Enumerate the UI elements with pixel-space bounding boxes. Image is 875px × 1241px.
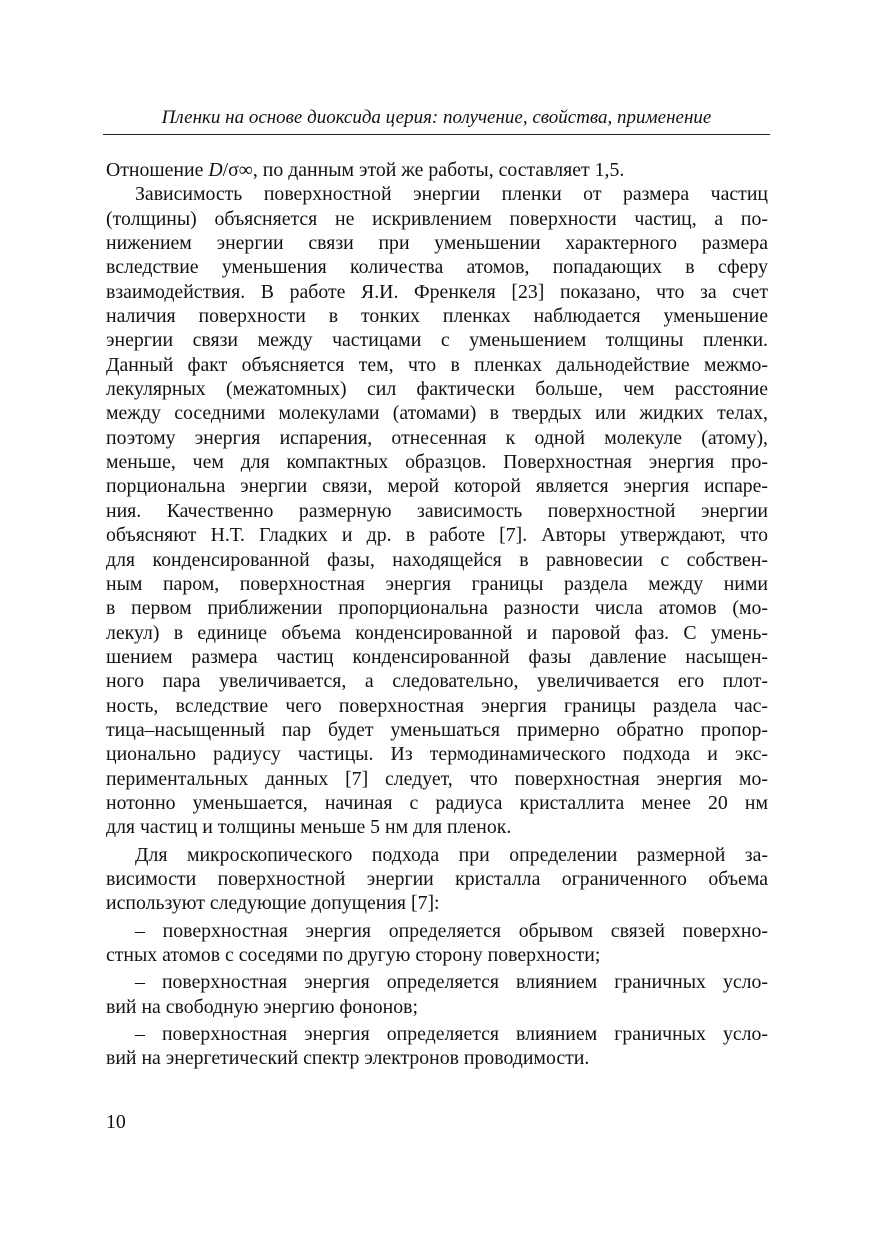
text-line: висимости поверхностной энергии кристалла ограниченного объема	[106, 867, 768, 890]
text-line: вий на энергетический спектр электронов проводимости.	[106, 1047, 590, 1070]
paragraph	[106, 1022, 768, 1071]
text-line: энергии связи между частицами с уменьшением толщины пленки.	[106, 329, 768, 352]
text-line: между соседними молекулами (атомами) в твердых или жидких телах,	[106, 402, 768, 425]
text-line: ния. Качественно размерную зависимость поверхностной энергии	[106, 499, 768, 522]
text-line: – поверхностная энергия определяется влиянием граничных усло-	[135, 971, 768, 994]
text-line: Отношение D/σ∞, по данным этой же работы, составляет 1,5.	[106, 159, 625, 181]
text-line: Зависимость поверхностной энергии пленки от размера частиц	[135, 183, 768, 206]
text-line: для конденсированной фазы, находящейся в равновесии с собствен-	[106, 548, 768, 571]
text-line: – поверхностная энергия определяется обрывом связей поверхно-	[135, 919, 768, 942]
text-line: используют следующие допущения [7]:	[106, 892, 440, 915]
text-line: ность, вследствие чего поверхностная энергия границы раздела час-	[106, 694, 768, 717]
paragraph	[106, 843, 768, 916]
text-line: порциональна энергии связи, мерой которой является энергия испаре-	[106, 475, 768, 498]
text-line: Данный факт объясняется тем, что в пленках дальнодействие межмо-	[106, 353, 768, 376]
text-line: в первом приближении пропорциональна разности числа атомов (мо-	[106, 597, 768, 620]
text-line: тица–насыщенный пар будет уменьшаться примерно обратно пропор-	[106, 718, 768, 741]
text-line: лекулярных (межатомных) сил фактически больше, чем расстояние	[106, 378, 768, 401]
text-line: шением размера частиц конденсированной фазы давление насыщен-	[106, 645, 768, 668]
text-line: вий на свободную энергию фононов;	[106, 995, 418, 1018]
text-line: стных атомов с соседями по другую сторону поверхности;	[106, 944, 601, 966]
text-line: периментальных данных [7] следует, что поверхностная энергия мо-	[106, 767, 768, 790]
body-text	[106, 158, 768, 1071]
text-line: наличия поверхности в тонких пленках наблюдается уменьшение	[106, 305, 768, 328]
text-line: лекул) в единице объема конденсированной и паровой фаз. С умень-	[106, 621, 768, 644]
text-line: меньше, чем для компактных образцов. Поверхностная энергия про-	[106, 451, 768, 474]
text-line: – поверхностная энергия определяется влиянием граничных усло-	[135, 1023, 768, 1046]
paragraph	[106, 970, 768, 1019]
header-rule	[103, 134, 770, 135]
text-line: для частиц и толщины меньше 5 нм для пленок.	[106, 816, 512, 839]
page-number: 10	[106, 1111, 126, 1133]
paragraph	[106, 158, 768, 182]
text-line: нижением энергии связи при уменьшении характерного размера	[106, 232, 768, 255]
text-line: Для микроскопического подхода при определении размерной за-	[135, 843, 768, 866]
text-line: ного пара увеличивается, а следовательно, увеличивается его плот-	[106, 670, 768, 693]
text-line: ционально радиусу частицы. Из термодинамического подхода и экс-	[106, 743, 768, 766]
text-line: (толщины) объясняется не искривлением поверхности частиц, а по-	[106, 207, 768, 230]
text-line: ным паром, поверхностная энергия границы раздела между ними	[106, 572, 768, 595]
paragraph	[106, 182, 768, 839]
text-line: объясняют Н.Т. Гладких и др. в работе [7]. Авторы утверждают, что	[106, 524, 768, 547]
text-line: поэтому энергия испарения, отнесенная к одной молекуле (атому),	[106, 426, 768, 449]
running-header: Пленки на основе диоксида церия: получение, свойства, применение	[161, 107, 712, 128]
text-line: взаимодействия. В работе Я.И. Френкеля [23] показано, что за счет	[106, 280, 768, 303]
text-line: вследствие уменьшения количества атомов, попадающих в сферу	[106, 256, 768, 279]
text-line: нотонно уменьшается, начиная с радиуса кристаллита менее 20 нм	[106, 791, 768, 814]
paragraph	[106, 919, 768, 968]
